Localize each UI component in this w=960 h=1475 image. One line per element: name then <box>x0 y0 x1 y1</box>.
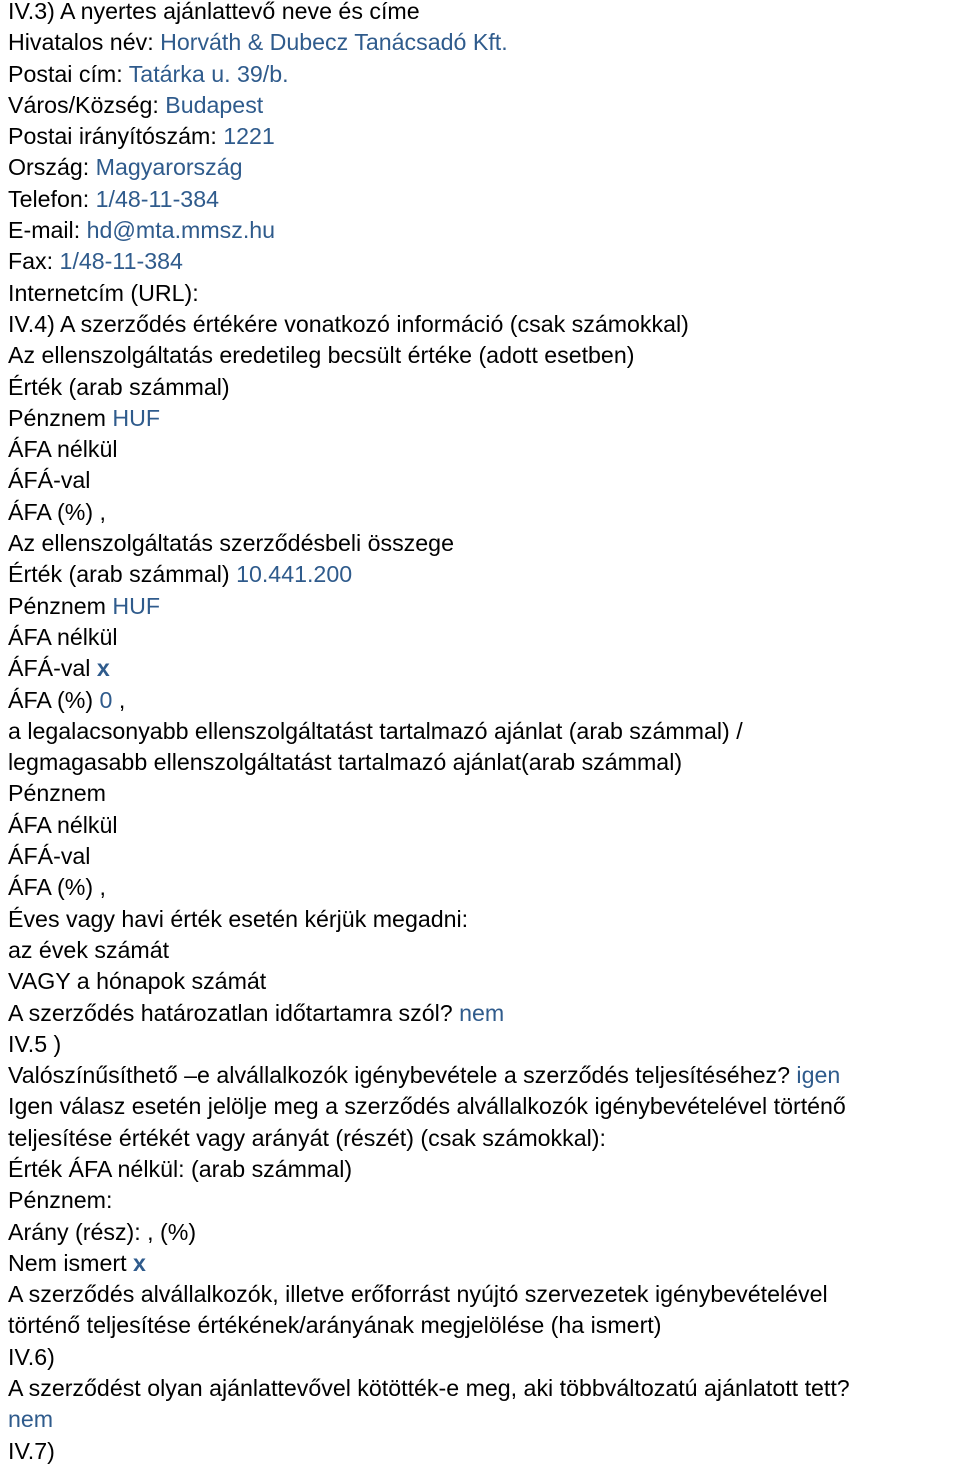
document-line <box>8 465 960 496</box>
line-label: Internetcím (URL): <box>8 279 199 306</box>
line-value: Horváth & Dubecz Tanácsadó Kft. <box>160 29 508 56</box>
line-value: 1/48-11-384 <box>59 248 183 275</box>
line-label: IV.4) A szerződés értékére vonatkozó információ (csak számokkal) <box>8 310 689 337</box>
document-line <box>8 935 960 966</box>
document-line <box>8 966 960 997</box>
line-value: Magyarország <box>95 154 243 181</box>
document-line <box>8 1217 960 1248</box>
line-label: Pénznem <box>8 592 113 619</box>
line-value: HUF <box>112 592 161 619</box>
line-label: ÁFÁ-val <box>8 843 91 870</box>
line-value: 10.441.200 <box>236 561 353 588</box>
document-line <box>8 528 960 559</box>
document-line <box>8 1248 960 1279</box>
document-line <box>8 1404 960 1435</box>
document-line <box>8 653 960 684</box>
line-label: Éves vagy havi érték esetén kérjük megadni: <box>8 905 469 932</box>
line-value: Tatárka u. 39/b. <box>128 60 289 87</box>
line-label: ÁFA (%) , <box>8 874 106 901</box>
line-value: 0 <box>99 686 113 713</box>
line-label: ÁFA (%) , <box>8 498 106 525</box>
document-line <box>8 497 960 528</box>
line-label: Valószínűsíthető –e alvállalkozók igénybevétele a szerződés teljesítéséhez? <box>8 1062 797 1089</box>
line-label: Pénznem: <box>8 1187 113 1214</box>
document-line <box>8 372 960 403</box>
line-value: nem <box>8 1406 54 1433</box>
document-line <box>8 152 960 183</box>
document-line <box>8 998 960 1029</box>
line-value: HUF <box>112 404 161 431</box>
document-line <box>8 403 960 434</box>
check-mark: x <box>96 655 110 682</box>
line-label: Érték ÁFA nélkül: (arab számmal) <box>8 1155 353 1182</box>
line-label: ÁFA nélkül <box>8 436 118 463</box>
document-line <box>8 1123 960 1154</box>
document-line <box>8 278 960 309</box>
document-line <box>8 1185 960 1216</box>
line-label: Arány (rész): , (%) <box>8 1218 197 1245</box>
document-line <box>8 747 960 778</box>
document-line <box>8 121 960 152</box>
document-line <box>8 591 960 622</box>
line-label: ÁFÁ-val <box>8 655 97 682</box>
line-label: IV.5 ) <box>8 1030 62 1057</box>
line-label: Fax: <box>8 248 60 275</box>
line-suffix: , <box>112 686 126 713</box>
line-label: A szerződést olyan ajánlattevővel kötötték-e meg, aki többváltozatú ajánlatott tett? <box>8 1375 850 1402</box>
document-line <box>8 716 960 747</box>
document-line <box>8 0 960 27</box>
line-label: Igen válasz esetén jelölje meg a szerződés alvállalkozók igénybevételével történő <box>8 1093 846 1120</box>
line-label: Pénznem <box>8 404 113 431</box>
line-label: VAGY a hónapok számát <box>8 968 267 995</box>
document-line <box>8 904 960 935</box>
line-value: Budapest <box>165 91 264 118</box>
document-line <box>8 1154 960 1185</box>
document-line <box>8 1342 960 1373</box>
line-value: igen <box>796 1062 841 1089</box>
line-label: A szerződés alvállalkozók, illetve erőforrást nyújtó szervezetek igénybevételével <box>8 1281 828 1308</box>
line-value: hd@mta.mmsz.hu <box>86 217 276 244</box>
line-value: nem <box>459 999 505 1026</box>
line-label: A szerződés határozatlan időtartamra szól? <box>8 999 460 1026</box>
document-line <box>8 246 960 277</box>
document-line <box>8 215 960 246</box>
line-label: Pénznem <box>8 780 106 807</box>
document-line <box>8 685 960 716</box>
document-line <box>8 27 960 58</box>
line-label: ÁFA (%) <box>8 686 100 713</box>
document-line <box>8 622 960 653</box>
document-line <box>8 59 960 90</box>
document-line <box>8 872 960 903</box>
document-line <box>8 1310 960 1341</box>
document-line <box>8 1029 960 1060</box>
line-label: Hivatalos név: <box>8 29 161 56</box>
document-line <box>8 810 960 841</box>
document-line <box>8 434 960 465</box>
line-label: Ország: <box>8 154 96 181</box>
line-label: az évek számát <box>8 936 170 963</box>
line-value: 1/48-11-384 <box>95 185 219 212</box>
line-label: Telefon: <box>8 185 96 212</box>
check-mark: x <box>132 1249 146 1276</box>
line-label: a legalacsonyabb ellenszolgáltatást tartalmazó ajánlat (arab számmal) / <box>8 717 743 744</box>
line-label: Nem ismert <box>8 1249 133 1276</box>
line-label: Város/Község: <box>8 91 166 118</box>
line-label: IV.6) <box>8 1343 55 1370</box>
line-label: teljesítése értékét vagy arányát (részét) (csak számokkal): <box>8 1124 606 1151</box>
line-label: IV.3) A nyertes ajánlattevő neve és címe <box>8 0 420 24</box>
line-label: IV.7) <box>8 1437 55 1464</box>
line-label: Érték (arab számmal) <box>8 373 230 400</box>
document-line <box>8 1060 960 1091</box>
document-line <box>8 1279 960 1310</box>
line-label: Postai irányítószám: <box>8 123 224 150</box>
document-line <box>8 778 960 809</box>
line-label: legmagasabb ellenszolgáltatást tartalmazó ajánlat(arab számmal) <box>8 749 683 776</box>
line-label: Érték (arab számmal) <box>8 561 237 588</box>
line-label: Az ellenszolgáltatás szerződésbeli összege <box>8 530 454 557</box>
document-line <box>8 309 960 340</box>
line-label: Postai cím: <box>8 60 129 87</box>
line-label: Az ellenszolgáltatás eredetileg becsült értéke (adott esetben) <box>8 342 635 369</box>
document-line <box>8 841 960 872</box>
line-label: ÁFÁ-val <box>8 467 91 494</box>
document-line <box>8 184 960 215</box>
document-line <box>8 1373 960 1404</box>
line-label: ÁFA nélkül <box>8 811 118 838</box>
document-line <box>8 559 960 590</box>
document-line <box>8 1091 960 1122</box>
document-line <box>8 1436 960 1467</box>
line-label: ÁFA nélkül <box>8 623 118 650</box>
document-line <box>8 340 960 371</box>
line-label: történő teljesítése értékének/arányának megjelölése (ha ismert) <box>8 1312 662 1339</box>
line-value: 1221 <box>223 123 275 150</box>
line-label: E-mail: <box>8 217 87 244</box>
document-line <box>8 90 960 121</box>
